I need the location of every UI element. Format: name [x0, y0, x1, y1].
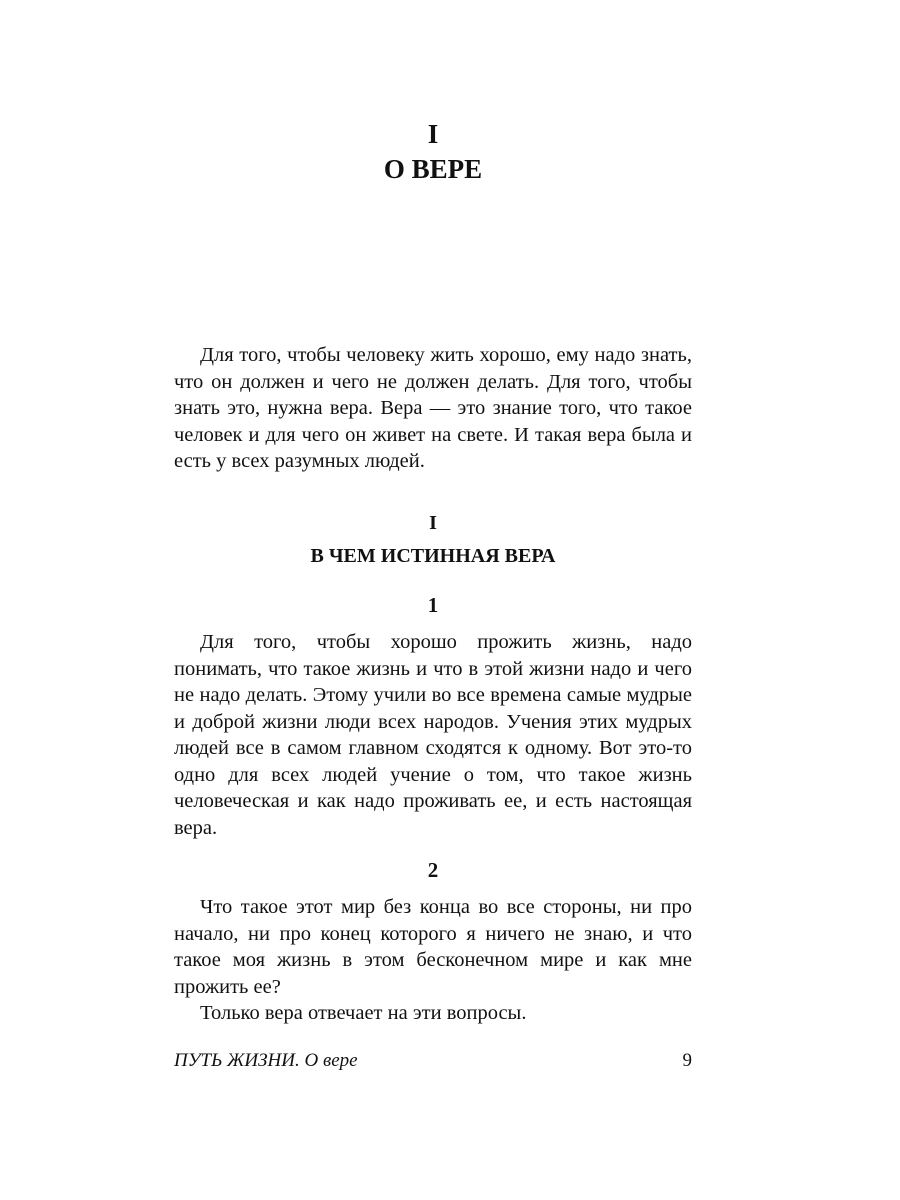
- item-1-paragraph-1: Для того, чтобы хорошо прожить жизнь, надо понимать, что такое жизнь и что в этой жизни надо и чего не надо делать. Этому учили во все времена самые мудрые и доброй жизни люди всех народов. Учения этих мудрых людей все в самом главном сходятся к одному. Вот это-то одно для всех людей учение о том, что такое жизнь человеческая и как надо проживать ее, и есть настоящая вера.: [174, 631, 692, 839]
- section-title: В ЧЕМ ИСТИННАЯ ВЕРА: [310, 545, 556, 567]
- item-2-paragraph-1: Что такое этот мир без конца во все стороны, ни про начало, ни про конец которого я ничего не знаю, и что такое моя жизнь в этом бесконечном мире и как мне прожить ее?: [174, 896, 692, 998]
- section-number: I: [429, 512, 437, 534]
- page-footer: [174, 1048, 692, 1074]
- chapter-number: I: [427, 119, 439, 149]
- item-2-paragraph-2: Только вера отвечает на эти вопросы.: [200, 1002, 527, 1024]
- intro-paragraph: Для того, чтобы человеку жить хорошо, ему надо знать, что он должен и чего не должен делать. Для того, чтобы знать это, нужна вера. Вера — это знание того, что такое человек и для чего он живет на свете. И такая вера была и есть у всех разумных людей.: [174, 344, 692, 472]
- page-number: 9: [682, 1050, 692, 1071]
- running-head: ПУТЬ ЖИЗНИ. О вере: [174, 1050, 358, 1071]
- item-2-text: [174, 894, 692, 1027]
- intro-block: [174, 342, 692, 475]
- item-1-text: [174, 629, 692, 841]
- item-number-2: 2: [427, 858, 439, 882]
- book-page: [174, 0, 692, 1200]
- item-number-1: 1: [427, 593, 439, 617]
- chapter-title: О ВЕРЕ: [383, 154, 483, 184]
